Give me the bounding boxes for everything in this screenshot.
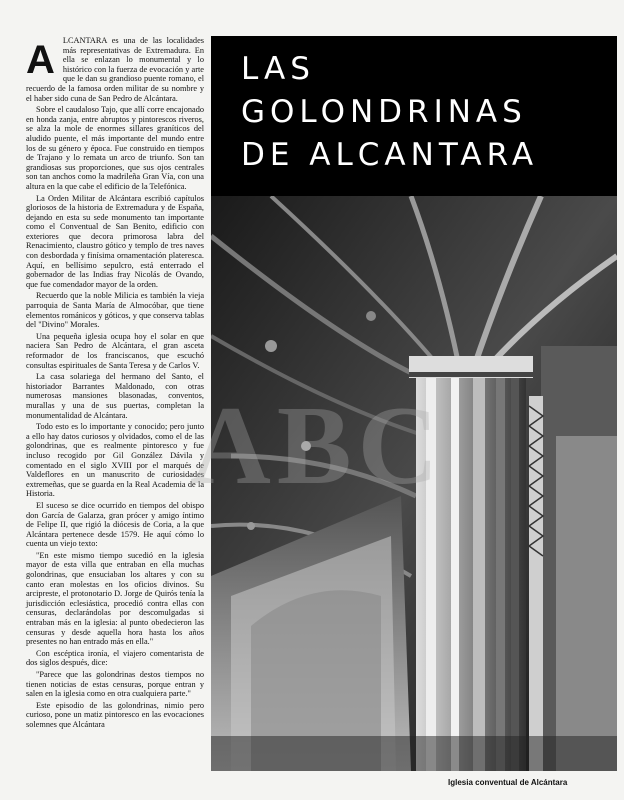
photo-caption: Iglesia conventual de Alcántara (448, 778, 568, 787)
article-title (241, 48, 538, 177)
title-line-3: DE ALCANTARA (241, 137, 539, 173)
paragraph-12: Este episodio de las golondrinas, nimio pero curioso, pone un matiz pintoresco en las evocaciones solemnes que Alcántara (26, 700, 204, 729)
article-body (26, 36, 204, 732)
paragraph-5: Una pequeña iglesia ocupa hoy el solar en que naciera San Pedro de Alcántara, el gran asceta reformador de los franciscanos, que escuchó consultas espirituales de Santa Teresa y de Carlos V. (26, 331, 204, 370)
paragraph-9: "En este mismo tiempo sucedió en la iglesia mayor de esta villa que entraban en ella muchas golondrinas, que ensuciaban los altares y con su canto eran molestas en los oficios divinos. Su arcipreste, el protonotario D. Jorge de Quirós tenía la jurisdicción eclesiástica, procedió contra ellas con censuras, declarándolas por descomulgadas si entraban más en la iglesia: al punto obedecieron las censuras y desde aquella hora hasta los años presentes no han entrado más en ella." (26, 550, 204, 647)
paragraph-8: El suceso se dice ocurrido en tiempos del obispo don García de Galarza, gran prócer y amigo íntimo de Felipe II, que rigió la diócesis de Coria, a la que Alcántara pertenece desde 1579. He aquí cómo lo cuenta un viejo texto: (26, 500, 204, 549)
paragraph-6: La casa solariega del hermano del Santo, el historiador Barrantes Maldonado, con otras numerosas mansiones blasonadas, conventos, murallas y una de sus puertas, completan la monumentalidad de Alcántara. (26, 372, 204, 420)
paragraph-10: Con escéptica ironía, el viajero comentarista de dos siglos después, dice: (26, 648, 204, 668)
title-block (211, 36, 617, 196)
church-interior-illustration (211, 196, 617, 771)
paragraph-4: Recuerdo que la noble Milicia es también la vieja parroquia de Santa María de Almocóbar, que tiene elementos románicos y góticos, y que conserva tablas del "Divino" Morales. (26, 291, 204, 330)
paragraph-7: Todo esto es lo importante y conocido; pero junto a ello hay datos curiosos y olvidados, como el de las golondrinas, que es realmente pintoresco y fue incluso recogido por Gil González Dávila y comentado en el siglo XVIII por el marqués de Valdeflores en un manuscrito de curiosidades extremeñas, que se guarda en la Real Academia de la Historia. (26, 422, 204, 499)
paragraph-2: Sobre el caudaloso Tajo, que allí corre encajonado en honda zanja, entre abruptos y pintorescos riveros, se alza la mole de enormes sillares graníticos del aludido puente, el más importante del mundo entre los de su género y época. Fue construido en tiempos de Trajano y lo remata un arco de triunfo. Son tan grandiosas sus proporciones, que sus ojos centrales son tan anchos como la madrileña Gran Vía, con una altura en la que cabe el edificio de la Telefónica. (26, 105, 204, 191)
dropcap: A (26, 38, 55, 82)
title-line-1: LAS (241, 51, 315, 87)
title-line-2: GOLONDRINAS (241, 94, 527, 130)
paragraph-3: La Orden Militar de Alcántara escribió capítulos gloriosos de la historia de Extremadura y de España, dejando en esta su sede monumento tan importante como el Conventual de San Benito, edificio con exteriores que decora primorosa labra del Renacimiento, claustro gótico y templo de tres naves con desbordada y finísima ornamentación plateresca. Aquí, en bellísimo sepulcro, está enterrado el gobernador de las Indias fray Nicolás de Ovando, que fue comendador mayor de la orden. (26, 193, 204, 289)
paragraph-1 (26, 36, 204, 103)
paragraph-11: "Parece que las golondrinas destos tiempos no tienen noticias de estas censuras, porque entran y salen en la iglesia como en otra cualquiera parte." (26, 670, 204, 699)
church-photo (211, 196, 617, 771)
paragraph-1-text: LCANTARA es una de las localidades más representativas de Extremadura. En ella se enlazan lo monumental y lo histórico con la fuerza de evocación y arte que le dan su grandioso puente romano, el recuerdo de la famosa orden militar de su nombre y el haber sido cuna de San Pedro de Alcántara. (26, 36, 204, 103)
abc-watermark: ABC (190, 384, 445, 508)
